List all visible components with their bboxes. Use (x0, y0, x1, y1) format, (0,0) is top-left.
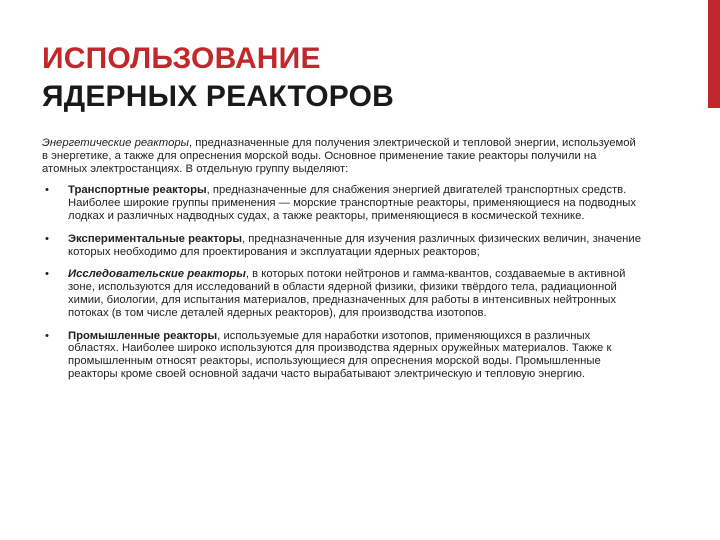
list-item-term: Транспортные реакторы (68, 184, 207, 197)
slide-title (42, 40, 394, 116)
intro-term: Энергетические реакторы (42, 137, 189, 149)
bullet-icon: • (45, 184, 49, 197)
list-item-industrial (42, 330, 642, 381)
list-item-transport (42, 184, 642, 222)
bullet-icon: • (45, 329, 49, 342)
accent-bar (708, 0, 720, 108)
list-item-text: , предназначенные для снабжения энергией двигателей транспортных средств. Наиболее широкие группы применения — морские транспортные реакторы, применяющиеся на подводных лодках и различных надводных судах, а также реакторы, применяющиеся в космической технике. (68, 184, 636, 222)
list-item-experimental (42, 233, 642, 259)
bullet-icon: • (45, 268, 49, 281)
list-item-text: , используемые для наработки изотопов, применяющихся в различных областях. Наиболее широко используются для производства ядерных оружейных материалов. Также к промышленным относят реакторы, использующиеся для опреснения морской воды. Промышленные реакторы кроме своей основной задачи часто вырабатывают электрическую и тепловую энергию. (68, 329, 612, 380)
intro-paragraph (42, 137, 642, 175)
list-item-text: , в которых потоки нейтронов и гамма-квантов, создаваемые в активной зоне, используются для исследований в области ядерной физики, физики твёрдого тела, радиационной химии, биологии, для испытания материалов, предназначенных для работы в интенсивных нейтронных потоках (в том числе деталей ядерных реакторов), для производства изотопов. (68, 268, 626, 319)
list-item-research (42, 268, 642, 319)
list-item-term: Экспериментальные реакторы (68, 232, 243, 245)
bullet-icon: • (45, 232, 49, 245)
slide-content (42, 137, 642, 391)
title-line-2: ЯДЕРНЫХ РЕАКТОРОВ (42, 80, 395, 113)
list-item-text: , предназначенные для изучения различных физических величин, значение которых необходимо для проектирования и эксплуатации ядерных реакторов; (68, 232, 642, 258)
list-item-term: Промышленные реакторы (68, 329, 218, 342)
list-item-term: Исследовательские реакторы (68, 268, 246, 281)
reactor-types-list (42, 184, 642, 380)
intro-text: , предназначенные для получения электрической и тепловой энергии, используемой в энергетике, а также для опреснения морской воды. Основное применение такие реакторы получили на атомных электростанциях. В отдельную группу выделяют: (42, 137, 636, 175)
title-line-1: ИСПОЛЬЗОВАНИЕ (42, 42, 321, 75)
